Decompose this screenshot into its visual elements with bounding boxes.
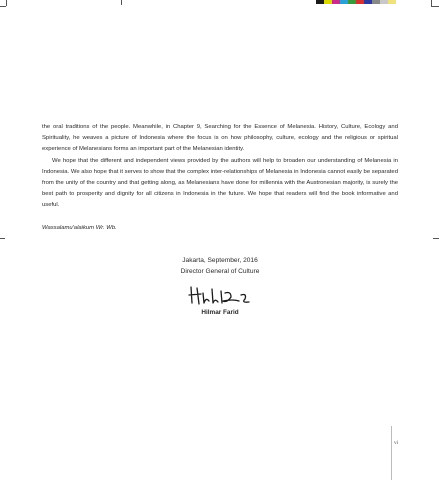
signer-name: Hilmar Farid [201,309,239,316]
margin-rule [391,426,392,480]
place-date: Jakarta, September, 2016 [182,257,258,264]
crop-mark-top-center [121,0,122,5]
color-swatch [324,0,332,4]
body-text [42,122,398,234]
color-swatch [380,0,388,4]
crop-mark-top-right [431,6,439,7]
signature-block [120,256,320,319]
color-swatch [364,0,372,4]
crop-mark-top-left [0,6,6,7]
crop-mark-left-middle [0,238,5,239]
color-swatch [332,0,340,4]
paragraph: We hope that the different and independent views provided by the authors will help to broaden our understanding of Melanesia in Indonesia. We also hope that it serves to show that the complex inter-relationships of Melanesia in Indonesia cannot easily be separated from the unity of the country and that getting along, as Melanesians have done for millennia with the Austronesian majority, is surely the best path to prosperity and dignity for all citizens in Indonesia in the future. We hope that readers will find the book informative and useful. [42,157,398,209]
salutation: Wassalamu'alaikum Wr. Wb. [42,224,117,231]
crop-mark-right-middle [433,238,439,239]
color-swatch [340,0,348,4]
handwritten-signature [187,283,253,307]
page-number: vi [394,440,399,446]
signer-title: Director General of Culture [180,267,260,275]
color-swatch [372,0,380,4]
color-swatch [356,0,364,4]
paragraph: the oral traditions of the people. Meanwhile, in Chapter 9, Searching for the Essence of Melanesia. History, Culture, Ecology and Spirituality, he weaves a picture of Indonesia where the focus is on how philosophy, culture, ecology and the religious or spiritual experience of Melanesians forms an important part of the Melanesian identity. [42,124,398,153]
crop-mark-top-left-vertical [6,0,7,6]
color-calibration-bar [316,0,396,4]
color-swatch [388,0,396,4]
color-swatch [316,0,324,4]
color-swatch [348,0,356,4]
